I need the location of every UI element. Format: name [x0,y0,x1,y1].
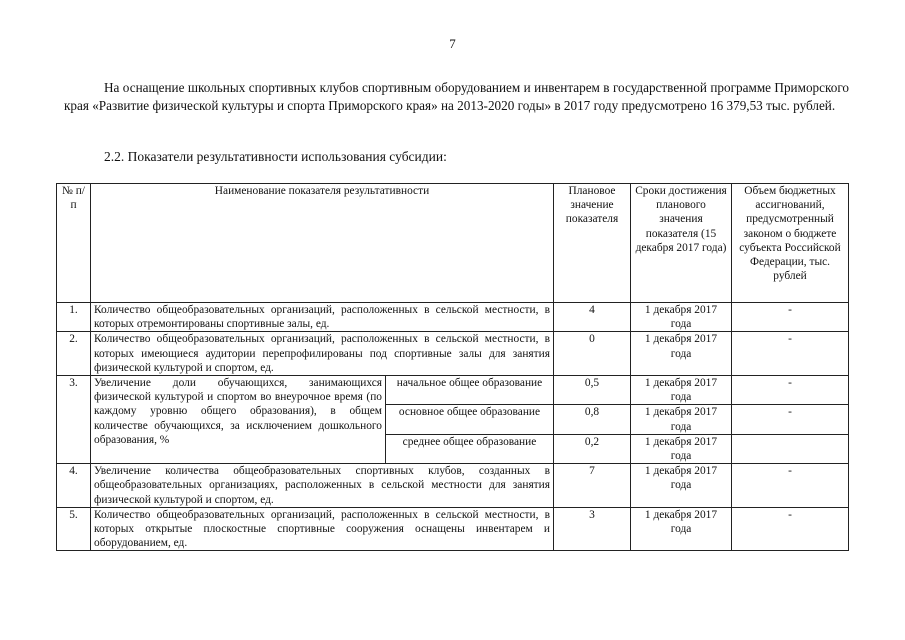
row-funds: - [732,464,849,508]
row-indicator-name: Увеличение доли обучающихся, занимающихся физической культурой и спортом во внеурочное время (по каждому уровню общего образования), в общем количестве обучающихся, за исключением дошкольного образования, % [91,376,386,464]
header-funds: Объем бюджетных ассигнований, предусмотренный законом о бюджете субъекта Российской Федерации, тыс. рублей [732,184,849,303]
row-plan-value: 7 [554,464,631,508]
table-row [57,303,849,332]
intro-paragraph: На оснащение школьных спортивных клубов спортивным оборудованием и инвентарем в государственной программе Приморского края «Развитие физической культуры и спорта Приморского края» на 2013-2020 годы» в 2017 году предусмотрено 16 379,53 тыс. рублей. [64,80,849,114]
row-num: 1. [57,303,91,332]
row-indicator-name: Увеличение количества общеобразовательных спортивных клубов, созданных в общеобразовательных организациях, расположенных в сельской местности для занятия физической культурой и спортом, ед. [91,464,554,508]
row-num: 4. [57,464,91,508]
header-name: Наименование показателя результативности [91,184,554,303]
row-plan-value: 0 [554,332,631,376]
section-heading: 2.2. Показатели результативности использования субсидии: [104,149,447,164]
page-number: 7 [449,36,456,51]
row-deadline: 1 декабря 2017 года [631,332,732,376]
row-funds: - [732,376,849,405]
table-row [57,332,849,376]
education-level: основное общее образование [386,405,554,434]
row-deadline: 1 декабря 2017 года [631,434,732,463]
education-level: среднее общее образование [386,434,554,463]
row-plan-value: 0,8 [554,405,631,434]
table-row [57,507,849,551]
row-num: 2. [57,332,91,376]
header-date: Сроки достижения планового значения показателя (15 декабря 2017 года) [631,184,732,303]
header-num: № п/п [57,184,91,303]
row-plan-value: 3 [554,507,631,551]
row-funds: - [732,507,849,551]
row-num: 5. [57,507,91,551]
row-funds: - [732,405,849,434]
row-indicator-name: Количество общеобразовательных организаций, расположенных в сельской местности, в которых имеющиеся аудитории перепрофилированы под спортивные залы для занятия физической культурой и спортом, ед. [91,332,554,376]
indicators-table [56,183,849,551]
row-plan-value: 0,5 [554,376,631,405]
education-level: начальное общее образование [386,376,554,405]
table-row [57,464,849,508]
row-indicator-name: Количество общеобразовательных организаций, расположенных в сельской местности, в которых отремонтированы спортивные залы, ед. [91,303,554,332]
row-deadline: 1 декабря 2017 года [631,405,732,434]
header-plan: Плановое значение показателя [554,184,631,303]
row-deadline: 1 декабря 2017 года [631,303,732,332]
row-deadline: 1 декабря 2017 года [631,464,732,508]
row-funds [732,434,849,463]
table-row [57,376,849,405]
row-deadline: 1 декабря 2017 года [631,507,732,551]
row-indicator-name: Количество общеобразовательных организаций, расположенных в сельской местности, в которых открытые плоскостные спортивные сооружения оснащены инвентарем и оборудованием, ед. [91,507,554,551]
row-num: 3. [57,376,91,464]
table-header-row [57,184,849,303]
row-plan-value: 4 [554,303,631,332]
row-plan-value: 0,2 [554,434,631,463]
row-deadline: 1 декабря 2017 года [631,376,732,405]
row-funds: - [732,303,849,332]
row-funds: - [732,332,849,376]
